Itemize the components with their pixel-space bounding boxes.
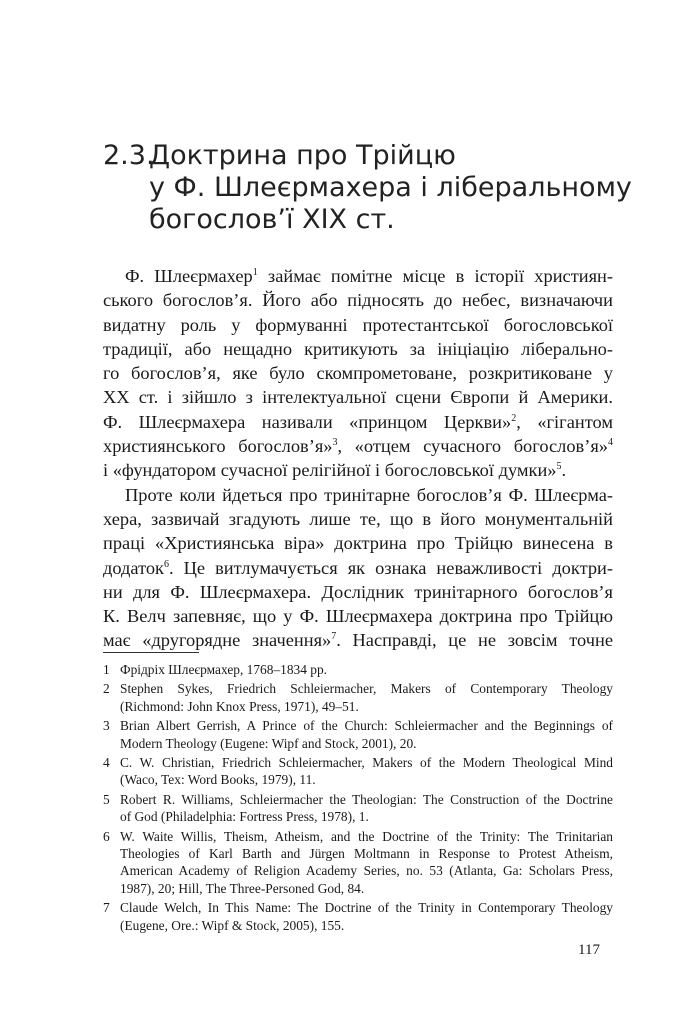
- footnote-ref: 5: [556, 461, 562, 473]
- body-line-text: праці «Християнська віра» доктрина про Трійцю винесена в: [103, 533, 613, 554]
- footnote-line: American Academy of Religion Academy Series, no. 53 (Atlanta, Ga: Scholars Press,: [120, 863, 613, 879]
- body-line: [103, 313, 613, 337]
- body-line-text: і «фундатором сучасної релігійної і богословської думки»: [103, 460, 557, 481]
- footnote-line: (Eugene, Ore.: Wipf & Stock, 2005), 155.: [120, 917, 345, 933]
- footnote-ref: 2: [511, 412, 517, 424]
- footnote-line: Brian Albert Gerrish, A Prince of the Church: Schleiermacher and the Beginnings of: [120, 718, 613, 734]
- footnote-number: 3: [103, 718, 110, 734]
- heading-line-1: [103, 140, 623, 172]
- body-text: [103, 264, 613, 653]
- body-line-text: .: [561, 460, 567, 481]
- body-line-text: . Це витлумачується як ознака неважливості доктри-: [169, 557, 613, 578]
- body-line: [103, 580, 613, 604]
- body-line: [103, 531, 613, 555]
- body-line-text: . Насправді, це не зовсім точне: [336, 630, 613, 651]
- footnote-line: (Richmond: John Knox Press, 1971), 49–51.: [120, 698, 359, 714]
- section-number: 2.3.: [103, 140, 155, 171]
- footnote-ref: 3: [332, 436, 338, 448]
- body-line-text: К. Велч запевняє, що у Ф. Шлеєрмахера доктрина про Трійцю: [103, 606, 613, 627]
- footnote: [103, 828, 613, 898]
- body-line-text: Проте коли йдеться про тринітарне богослов’я Ф. Шлеєрма-: [125, 484, 613, 505]
- body-line-text: , «отцем сучасного богослов’я»: [337, 436, 608, 457]
- body-line-text: го богослов’я, яке було скомпрометоване, розкритиковане у: [103, 363, 613, 384]
- body-line: [103, 361, 613, 385]
- body-line: [103, 628, 613, 652]
- footnote: [103, 661, 613, 678]
- body-line: [103, 410, 613, 434]
- footnote-line: Stephen Sykes, Friedrich Schleiermacher, Makers of Contemporary Theology: [120, 681, 613, 697]
- footnote: [103, 680, 613, 715]
- footnote-line: W. Waite Willis, Theism, Atheism, and the Doctrine of the Trinity: The Trinitarian: [120, 828, 613, 844]
- body-line-text: додаток: [103, 557, 164, 578]
- footnote-ref: 7: [331, 631, 337, 643]
- footnote: [103, 899, 613, 934]
- footnote-line: Фрідріх Шлеєрмахер, 1768–1834 рр.: [120, 662, 328, 677]
- body-line-text: ського богослов’я. Його або підносять до небес, визначаючи: [103, 290, 613, 311]
- footnote-number: 6: [103, 828, 110, 844]
- body-line-text: традиції, або нещадно критикують за ініціацію ліберально-: [103, 338, 613, 359]
- footnotes: [103, 661, 613, 936]
- body-line: [103, 507, 613, 531]
- body-line: [103, 337, 613, 361]
- heading-line-2: у Ф. Шлеєрмахера і ліберальному: [149, 172, 632, 203]
- footnote: [103, 791, 613, 826]
- footnote-line: Modern Theology (Eugene: Wipf and Stock, 2001), 20.: [120, 735, 417, 751]
- footnote-line: Robert R. Williams, Schleiermacher the Theologian: The Construction of the Doctrine: [120, 791, 613, 807]
- body-line-text: християнського богослов’я»: [103, 436, 333, 457]
- footnote-line: 1987), 20; Hill, The Three-Personed God, 84.: [120, 880, 365, 896]
- body-line: [103, 458, 613, 482]
- footnote-ref: 6: [164, 558, 169, 570]
- body-line: [103, 556, 613, 580]
- body-line-text: займає помітне місце в історії християн-: [257, 266, 613, 286]
- footnote-line: Claude Welch, In This Name: The Doctrine of the Trinity in Contemporary Theology: [120, 900, 613, 916]
- section-heading: [103, 140, 632, 236]
- body-line: [103, 288, 613, 312]
- footnote-ref: 4: [608, 436, 613, 448]
- footnote-line: C. W. Christian, Friedrich Schleiermacher, Makers of the Modern Theological Mind: [120, 755, 613, 771]
- body-line-text: , «гігантом: [516, 411, 613, 432]
- footnote-line: (Waco, Tex: Word Books, 1979), 11.: [120, 772, 316, 788]
- heading-text-1: Доктрина про Трійцю: [149, 140, 456, 171]
- footnote-line: of God (Philadelphia: Fortress Press, 1978), 1.: [120, 809, 369, 825]
- body-line-text: Ф. Шлеєрмахера називали «принцом Церкви»: [103, 411, 512, 432]
- body-line: [103, 434, 613, 458]
- footnote-number: 5: [103, 791, 110, 807]
- body-line-text: XX ст. і зійшло з інтелектуальної сцени Європи й Америки.: [103, 387, 613, 408]
- footnote-ref: 1: [252, 266, 258, 278]
- body-line: [103, 264, 613, 288]
- body-line-text: ни для Ф. Шлеєрмахера. Дослідник тринітарного богослов’я: [103, 581, 613, 602]
- footnote: [103, 717, 613, 752]
- heading-line-3: богослов’ї XIX ст.: [149, 204, 395, 235]
- body-line-text: має «другорядне значення»: [103, 630, 332, 651]
- footnote-number: 7: [103, 900, 110, 916]
- body-line: [103, 483, 613, 507]
- footnote-number: 2: [103, 681, 110, 697]
- body-line-text: Ф. Шлеєрмахер: [125, 266, 253, 286]
- footnote-number: 1: [103, 662, 110, 677]
- body-line: [103, 604, 613, 628]
- footnote-line: Theologies of Karl Barth and Jürgen Moltmann in Response to Protest Atheism,: [120, 846, 613, 862]
- footnote-number: 4: [103, 755, 110, 771]
- footnote: [103, 754, 613, 789]
- body-line-text: видатну роль у формуванні протестантської богословської: [103, 314, 613, 335]
- footnote-divider: [103, 652, 199, 653]
- body-line: [103, 385, 613, 409]
- body-line-text: хера, зазвичай згадують лише те, що в його монументальній: [103, 508, 613, 529]
- page-number: 117: [578, 942, 600, 958]
